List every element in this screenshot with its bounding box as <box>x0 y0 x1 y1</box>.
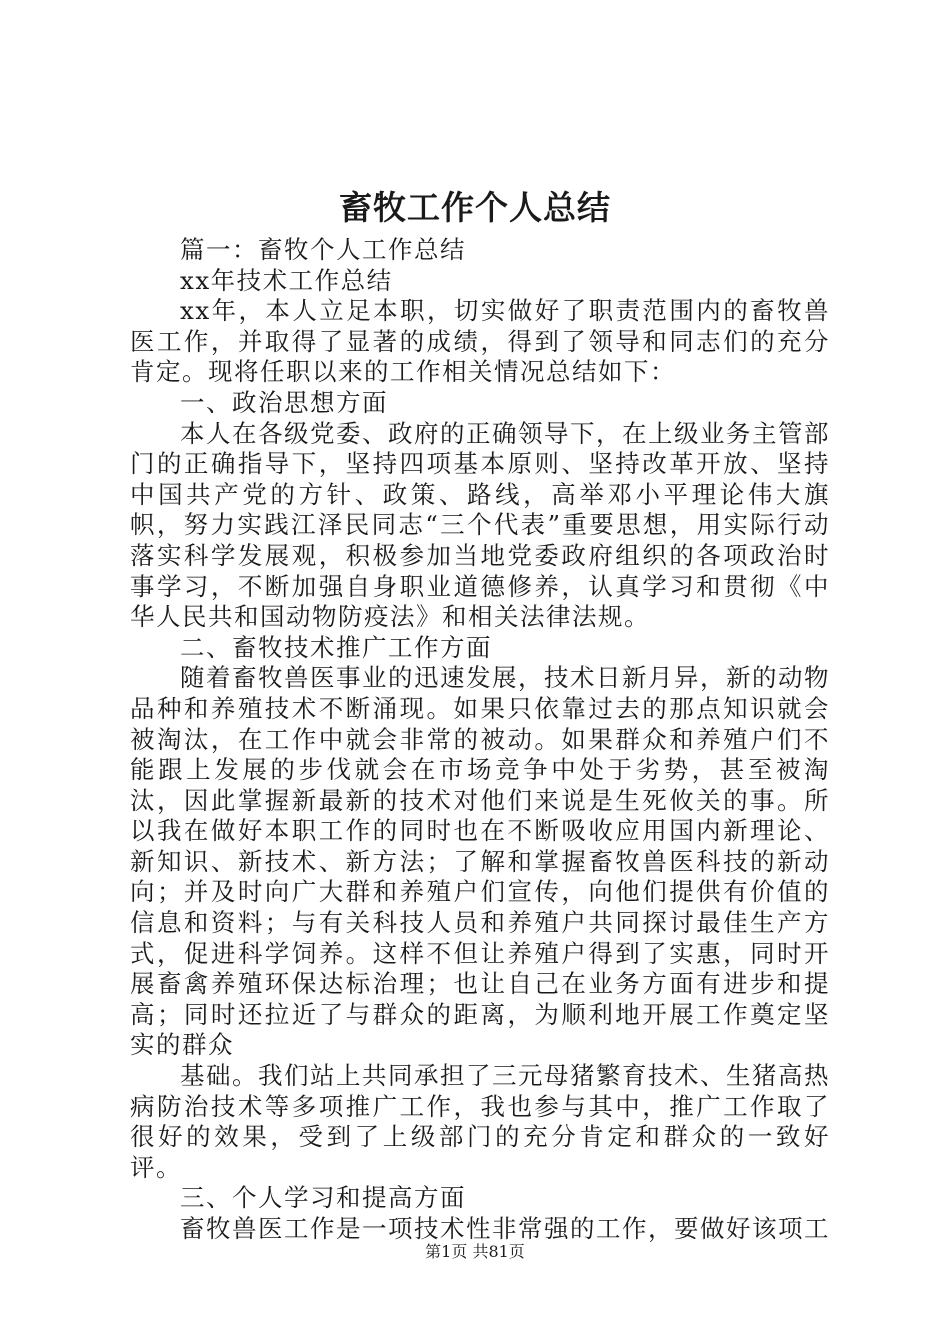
paragraph: 本人在各级党委、政府的正确领导下，在上级业务主管部门的正确指导下，坚持四项基本原则、坚持改革开放、坚持中国共产党的方针、政策、路线，高举邓小平理论伟大旗帜，努力实践江泽民同志“三个代表”重要思想，用实际行动落实科学发展观，积极参加当地党委政府组织的各项政治时事学习，不断加强自身职业道德修养，认真学习和贯彻《中华人民共和国动物防疫法》和相关法律法规。 <box>130 418 830 632</box>
document-body <box>130 235 830 1245</box>
paragraph: 随着畜牧兽医事业的迅速发展，技术日新月异，新的动物品种和养殖技术不断涌现。如果只依靠过去的那点知识就会被淘汰，在工作中就会非常的被动。如果群众和养殖户们不能跟上发展的步伐就会在市场竞争中处于劣势，甚至被淘汰，因此掌握新最新的技术对他们来说是生死攸关的事。所以我在做好本职工作的同时也在不断吸收应用国内新理论、新知识、新技术、新方法；了解和掌握畜牧兽医科技的新动向；并及时向广大群和养殖户们宣传，向他们提供有价值的信息和资料；与有关科技人员和养殖户共同探讨最佳生产方式，促进科学饲养。这样不但让养殖户得到了实惠，同时开展畜禽养殖环保达标治理；也让自己在业务方面有进步和提高；同时还拉近了与群众的距离，为顺利地开展工作奠定坚实的群众 <box>130 663 830 1060</box>
document-title: 畜牧工作个人总结 <box>339 188 611 227</box>
paragraph: 基础。我们站上共同承担了三元母猪繁育技术、生猪高热病防治技术等多项推广工作，我也参与其中，推广工作取了很好的效果，受到了上级部门的充分肯定和群众的一致好评。 <box>130 1061 830 1182</box>
section-heading: 三、个人学习和提高方面 <box>180 1183 466 1213</box>
section-heading: 一、政治思想方面 <box>180 387 388 417</box>
section-heading: 二、畜牧技术推广工作方面 <box>180 632 492 662</box>
section-heading: 篇一：畜牧个人工作总结 <box>180 235 466 264</box>
paragraph: xx年，本人立足本职，切实做好了职责范围内的畜牧兽医工作，并取得了显著的成绩，得到了领导和同志们的充分肯定。现将任职以来的工作相关情况总结如下： <box>130 296 830 387</box>
subtitle: xx年技术工作总结 <box>180 265 393 295</box>
paragraph: 畜牧兽医工作是一项技术性非常强的工作，要做好该项工 <box>180 1214 830 1243</box>
page-footer: 第1页 共81页 <box>425 1242 525 1261</box>
